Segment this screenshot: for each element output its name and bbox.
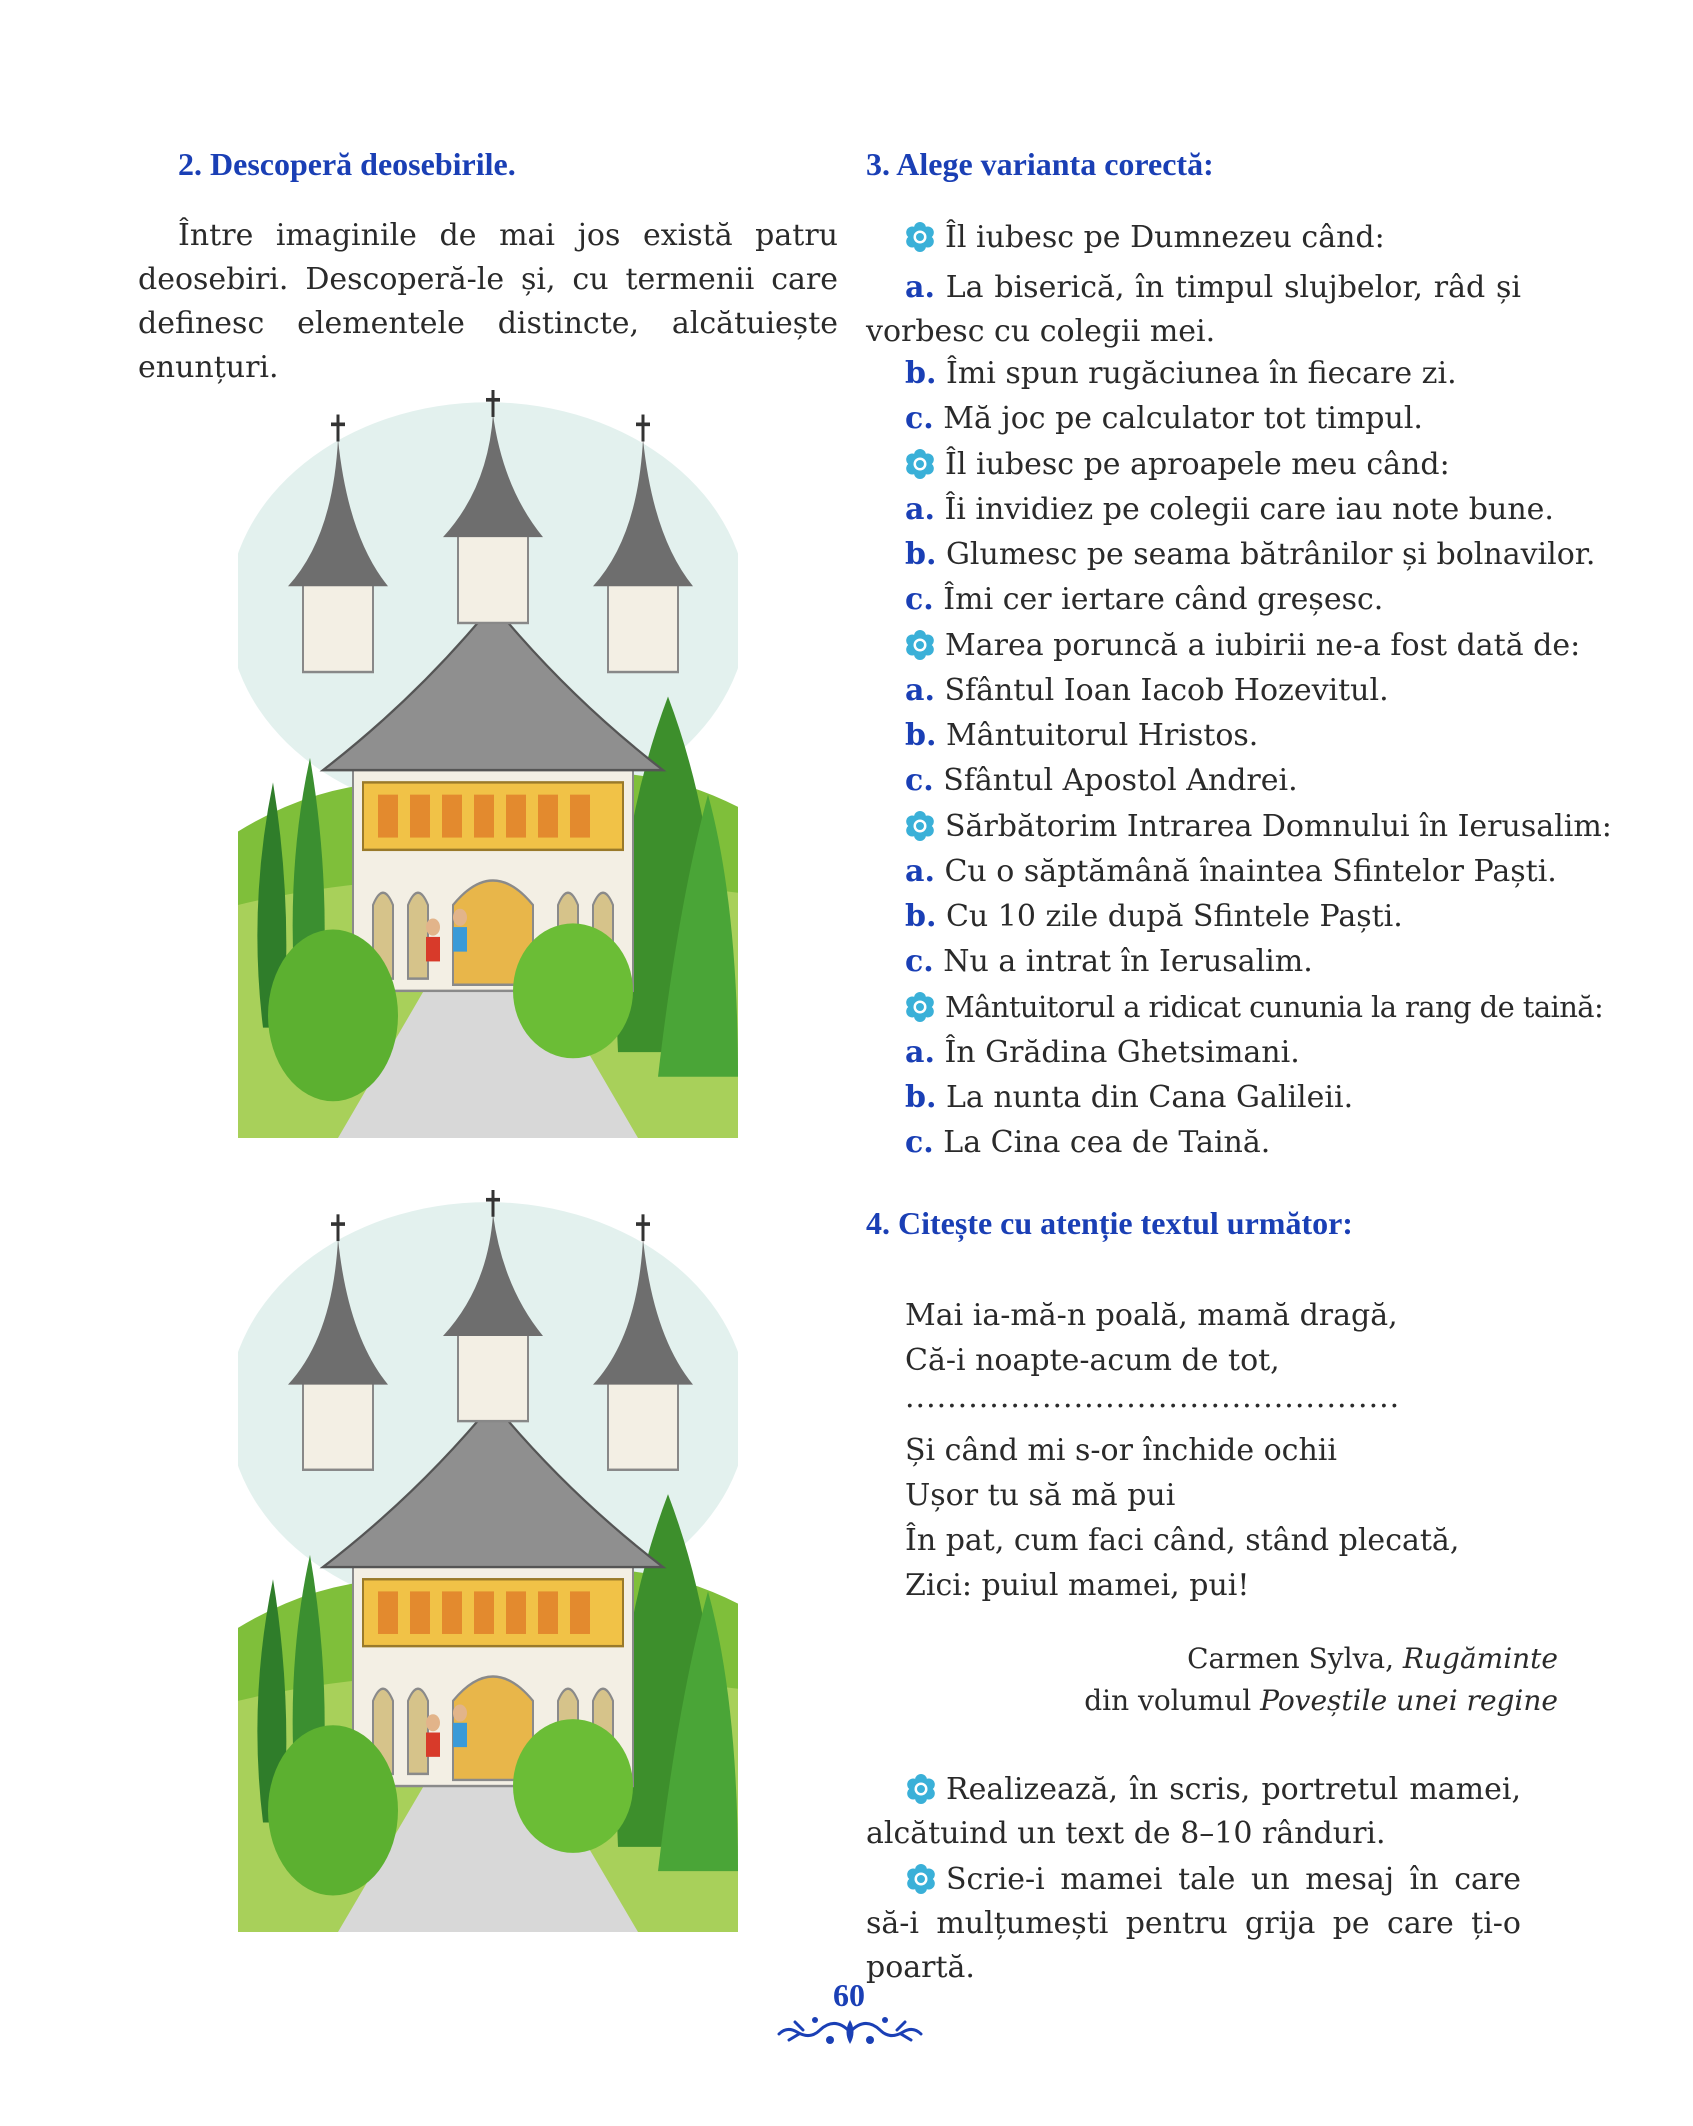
flower-bullet-icon <box>905 992 935 1022</box>
option-3b[interactable]: b. Mântuitorul Hristos. <box>905 718 1259 753</box>
flower-bullet-icon <box>905 630 935 660</box>
option-4c[interactable]: c. Nu a intrat în Ierusalim. <box>905 944 1313 979</box>
option-5b[interactable]: b. La nunta din Cana Galileii. <box>905 1080 1354 1115</box>
church-illustration-top <box>238 390 738 1138</box>
flower-bullet-icon <box>905 811 935 841</box>
option-4b[interactable]: b. Cu 10 zile după Sfintele Paști. <box>905 899 1403 934</box>
option-2c[interactable]: c. Îmi cer iertare când greșesc. <box>905 582 1384 617</box>
flower-bullet-icon <box>905 222 935 252</box>
option-1b[interactable]: b. Îmi spun rugăciunea în fiecare zi. <box>905 356 1457 391</box>
poem-line: Mai ia-mă-n poală, mamă dragă, <box>905 1298 1398 1333</box>
flower-bullet-icon <box>906 1864 936 1894</box>
page-number: 60 <box>833 1977 865 2013</box>
poem-line: Că-i noapte-acum de tot, <box>905 1343 1280 1378</box>
option-1a[interactable]: a. La biserică, în timpul slujbelor, râd și vorbesc cu colegii mei. <box>866 270 1521 349</box>
exercise-2-title: 2. Descoperă deosebirile. <box>178 146 516 182</box>
flower-bullet-icon <box>906 1774 936 1804</box>
exercise-4-title: 4. Citește cu atenție textul următor: <box>866 1205 1353 1241</box>
task-1: Realizează, în scris, portretul mamei, alcătuind un text de 8–10 rânduri. <box>866 1772 1521 1851</box>
option-1c[interactable]: c. Mă joc pe calculator tot timpul. <box>905 401 1423 436</box>
option-5a[interactable]: a. În Grădina Ghetsimani. <box>905 1035 1300 1070</box>
flower-bullet-icon <box>905 449 935 479</box>
poem-author: Carmen Sylva, Rugăminte <box>1187 1642 1558 1675</box>
poem-line: Și când mi s-or închide ochii <box>905 1433 1337 1468</box>
poem-line: În pat, cum faci când, stând plecată, <box>905 1523 1460 1558</box>
poem-line: Zici: puiul mamei, pui! <box>905 1568 1250 1603</box>
poem-line: ............................................... <box>905 1380 1401 1415</box>
ornament-icon <box>775 2010 925 2054</box>
option-2b[interactable]: b. Glumesc pe seama bătrânilor și bolnavilor. <box>905 537 1596 572</box>
task-2: Scrie-i mamei tale un mesaj în care să-i mulțumești pentru grija pe care ți-o poartă. <box>866 1862 1521 1985</box>
church-illustration-bottom <box>238 1190 738 1932</box>
exercise-2-text: Între imaginile de mai jos există patru deosebiri. Descoperă-le și, cu termenii care definesc elementele distincte, alcătuiește enunțuri. <box>138 218 838 385</box>
option-3a[interactable]: a. Sfântul Ioan Iacob Hozevitul. <box>905 673 1389 708</box>
exercise-3-title: 3. Alege varianta corectă: <box>866 146 1214 182</box>
poem-line: Ușor tu să mă pui <box>905 1478 1176 1513</box>
option-4a[interactable]: a. Cu o săptămână înaintea Sfintelor Paști. <box>905 854 1557 889</box>
option-3c[interactable]: c. Sfântul Apostol Andrei. <box>905 763 1298 798</box>
option-5c[interactable]: c. La Cina cea de Taină. <box>905 1125 1271 1160</box>
poem-volume: din volumul Poveștile unei regine <box>1084 1684 1558 1717</box>
option-2a[interactable]: a. Îi invidiez pe colegii care iau note bune. <box>905 492 1554 527</box>
